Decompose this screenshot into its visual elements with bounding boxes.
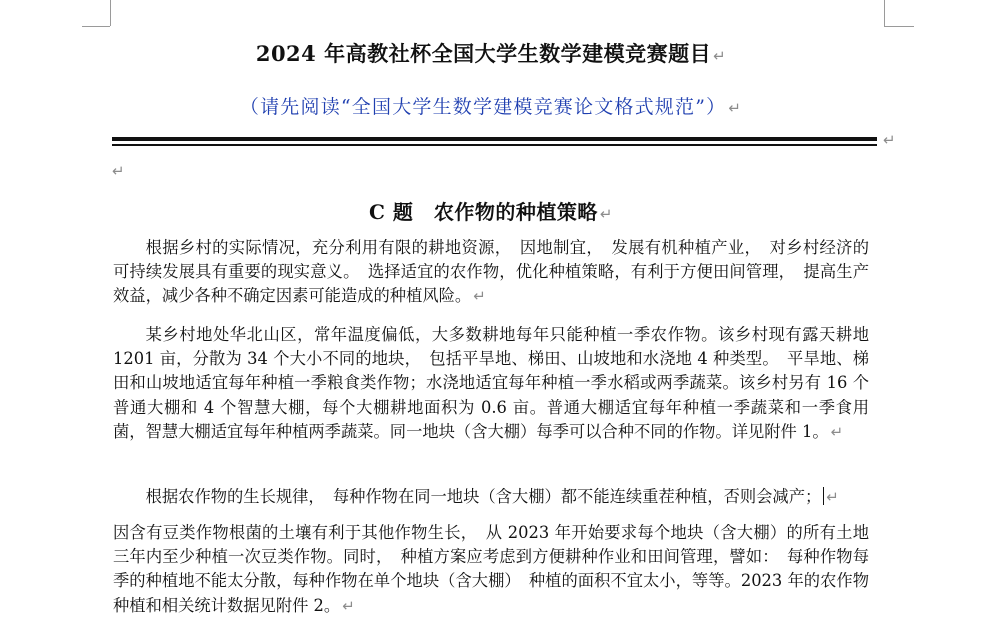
paragraph-mark-icon: ↵ [728,99,743,117]
header-rule-thick [112,137,877,141]
crop-mark-top-right-vertical [884,0,885,26]
paragraph-mark-icon: ↵ [473,287,486,306]
crop-mark-top-right-horizontal [884,26,914,27]
paragraph-mark-icon: ↵ [342,596,355,615]
body-paragraph-3[interactable] [113,485,873,509]
paragraph-mark-icon: ↵ [713,47,727,65]
problem-heading-text[interactable]: C 题 农作物的种植策略 [369,200,598,224]
crop-mark-top-left-vertical [110,0,111,26]
paragraph-text[interactable]: 根据乡村的实际情况，充分利用有限的耕地资源， 因地制宜， 发展有机种植产业， 对乡村经济的可持续发展具有重要的现实意义。 选择适宜的农作物，优化种植策略，有利于方便田间管理， 提高生产效益，减少各种不确定因素可能造成的种植风险。 [113,238,869,306]
paragraph-text[interactable]: 因含有豆类作物根菌的土壤有利于其他作物生长， 从 2023 年开始要求每个地块（含大棚）的所有土地三年内至少种植一次豆类作物。同时， 种植方案应考虑到方便耕种作业和田间管理，譬如： 每种作物每季的种植地不能太分散，每种作物在单个地块（含大棚） 种植的面积不宜太小，等等。2023 年的农作物种植和相关统计数据见附件 2。 [113,523,869,615]
paragraph-mark-icon: ↵ [826,488,839,506]
document-subtitle[interactable] [0,92,982,119]
body-paragraph-4[interactable] [113,521,869,618]
body-paragraph-2[interactable] [113,323,869,444]
crop-mark-top-left-horizontal [82,26,110,27]
document-title[interactable] [0,38,982,68]
text-cursor [823,487,824,505]
paragraph-mark-icon: ↵ [112,162,125,180]
paragraph-text[interactable]: 根据农作物的生长规律， 每种作物在同一地块（含大棚）都不能连续重茬种植，否则会减产； [145,487,822,506]
paragraph-mark-icon: ↵ [599,205,613,223]
document-title-text[interactable]: 2024 年高教社杯全国大学生数学建模竞赛题目 [255,41,712,66]
body-paragraph-1[interactable] [113,236,869,309]
paragraph-mark-icon: ↵ [830,422,844,441]
paragraph-mark-icon: ↵ [883,131,896,149]
document-subtitle-text[interactable]: （请先阅读“全国大学生数学建模竞赛论文格式规范”） [239,96,727,118]
problem-heading[interactable] [0,196,982,225]
paragraph-text[interactable]: 某乡村地处华北山区，常年温度偏低，大多数耕地每年只能种植一季农作物。该乡村现有露天耕地 1201 亩，分散为 34 个大小不同的地块， 包括平旱地、梯田、山坡地和水浇地 4 种类型。 平旱地、梯田和山坡地适宜每年种植一季粮食类作物；水浇地适宜每年种植一季水稻或两季蔬菜。该乡村另有 16 个普通大棚和 4 个智慧大棚，每个大棚耕地面积为 0.6 亩。普通大棚适宜每年种植一季蔬菜和一季食用菌，智慧大棚适宜每年种植两季蔬菜。同一地块（含大棚）每季可以合种不同的作物。详见附件 1。 [113,325,869,441]
header-rule-thin [112,144,877,146]
